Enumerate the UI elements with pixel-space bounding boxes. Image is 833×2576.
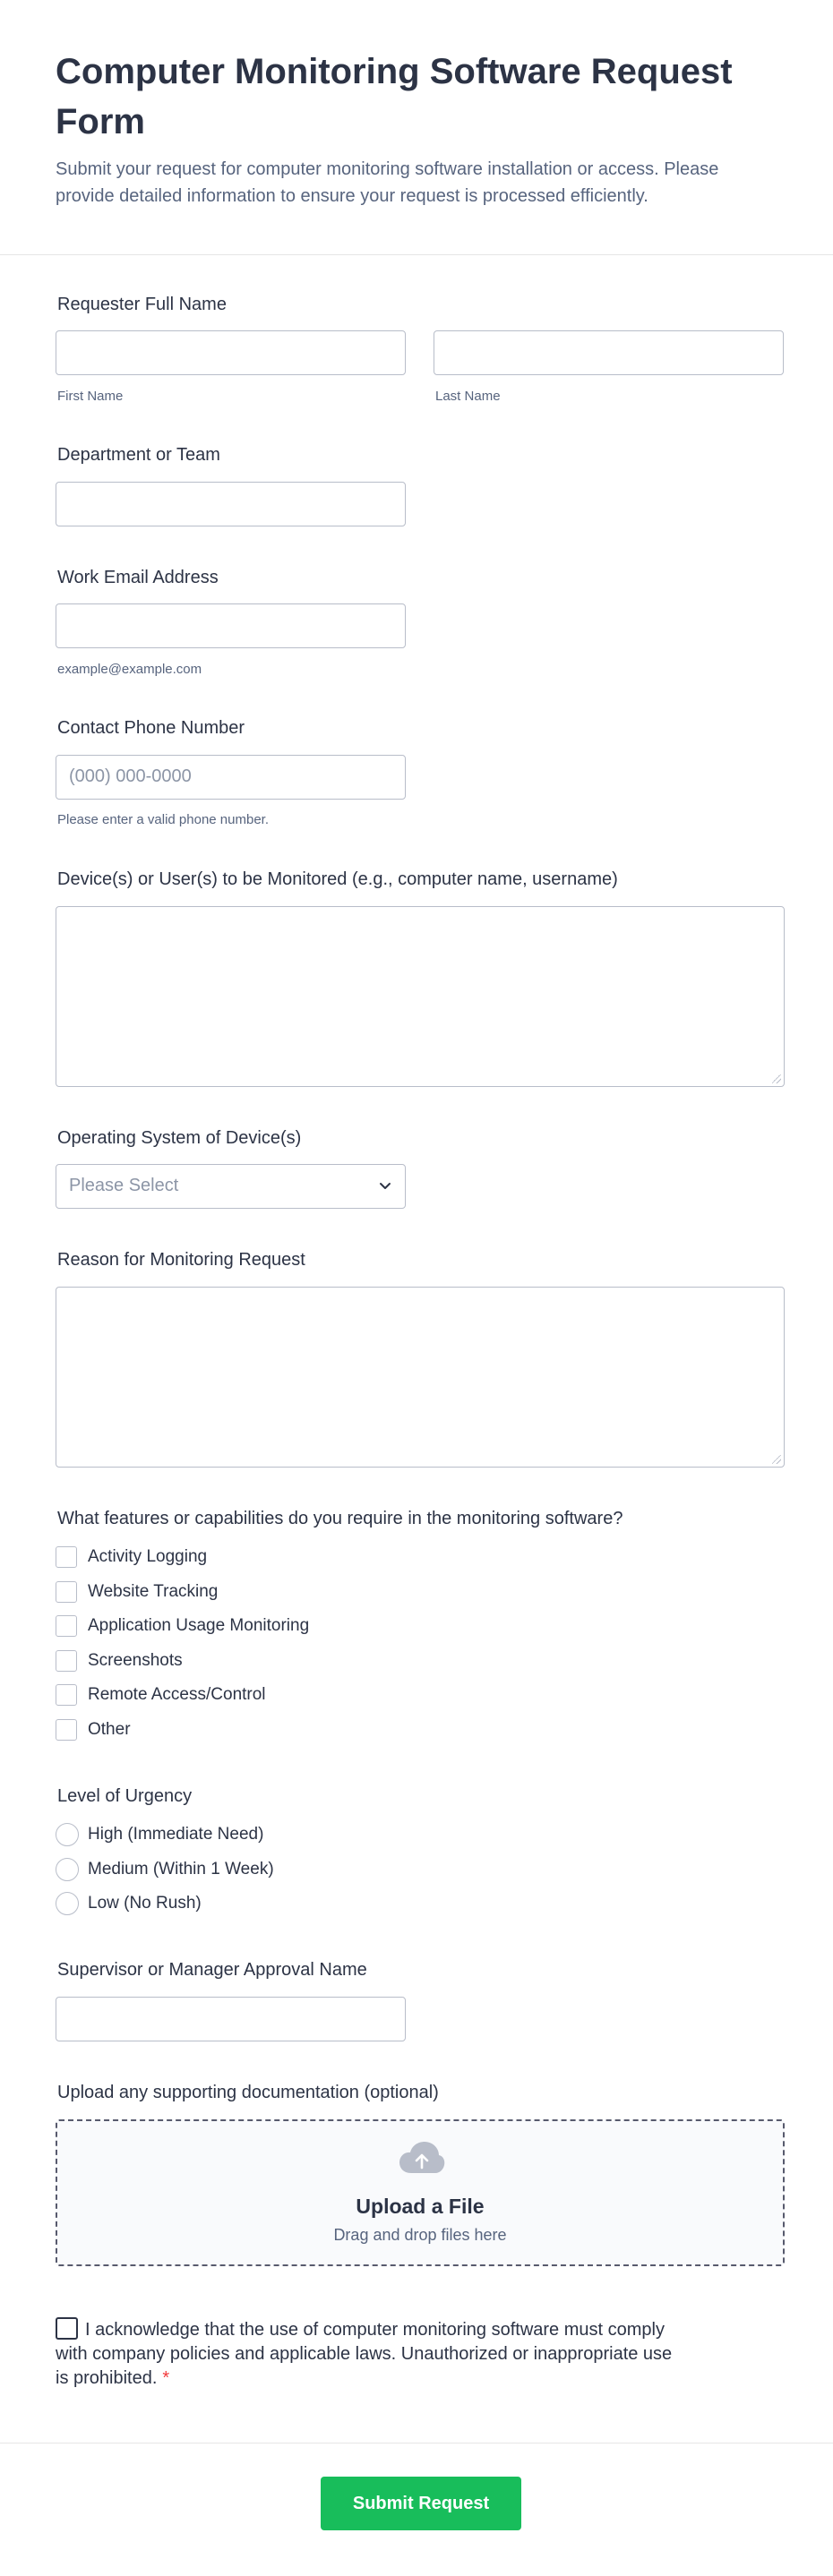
urgency-option-medium[interactable] (56, 1858, 274, 1881)
email-label: Work Email Address (57, 568, 219, 587)
file-upload-dropzone[interactable] (56, 2119, 785, 2266)
option-label: Low (No Rush) (88, 1894, 202, 1913)
resize-handle-icon[interactable] (772, 1455, 781, 1464)
option-label: Remote Access/Control (88, 1685, 266, 1704)
os-label: Operating System of Device(s) (57, 1128, 302, 1148)
email-input[interactable] (56, 603, 406, 648)
radio-button[interactable] (56, 1892, 79, 1915)
acknowledge-checkbox[interactable] (56, 2317, 78, 2340)
upload-subtitle: Drag and drop files here (333, 2226, 507, 2244)
checkbox[interactable] (56, 1581, 77, 1603)
approval-label: Supervisor or Manager Approval Name (57, 1960, 367, 1980)
feature-option-screenshots[interactable] (56, 1649, 183, 1673)
checkbox[interactable] (56, 1546, 77, 1568)
checkbox[interactable] (56, 1684, 77, 1706)
option-label: High (Immediate Need) (88, 1825, 264, 1844)
option-label: Activity Logging (88, 1547, 208, 1566)
feature-option-application-usage[interactable] (56, 1614, 309, 1638)
first-name-input[interactable] (56, 330, 406, 375)
urgency-label: Level of Urgency (57, 1786, 193, 1806)
phone-label: Contact Phone Number (57, 718, 245, 738)
phone-input[interactable] (56, 755, 406, 800)
devices-textarea[interactable] (56, 906, 785, 1087)
feature-option-website-tracking[interactable] (56, 1580, 218, 1604)
os-select[interactable] (56, 1164, 406, 1209)
page-subtitle: Submit your request for computer monitoring software installation or access. Please provide detailed information to ensure your request is processed efficiently. (56, 159, 719, 206)
devices-label: Device(s) or User(s) to be Monitored (e.g., computer name, username) (57, 869, 618, 889)
cloud-upload-icon (399, 2141, 445, 2177)
acknowledge-text: I acknowledge that the use of computer monitoring software must comply with company policies and applicable laws. Unauthorized or inappropriate use is prohibited. (56, 2320, 673, 2388)
radio-button[interactable] (56, 1858, 79, 1881)
first-name-sublabel: First Name (57, 389, 124, 404)
feature-option-activity-logging[interactable] (56, 1545, 207, 1569)
chevron-down-icon (376, 1177, 394, 1194)
urgency-option-low[interactable] (56, 1892, 202, 1915)
upload-label: Upload any supporting documentation (optional) (57, 2083, 439, 2102)
reason-textarea[interactable] (56, 1287, 785, 1468)
last-name-sublabel: Last Name (435, 389, 501, 404)
checkbox[interactable] (56, 1719, 77, 1741)
resize-handle-icon[interactable] (772, 1074, 781, 1083)
option-label: Medium (Within 1 Week) (88, 1860, 274, 1879)
radio-button[interactable] (56, 1823, 79, 1846)
feature-option-other[interactable] (56, 1718, 131, 1742)
os-placeholder: Please Select (69, 1176, 179, 1195)
page-title: Computer Monitoring Software Request Form (56, 52, 733, 141)
acknowledge-field (56, 2317, 674, 2391)
feature-option-remote-access[interactable] (56, 1683, 266, 1707)
required-asterisk: * (162, 2368, 170, 2388)
option-label: Other (88, 1720, 131, 1739)
urgency-option-high[interactable] (56, 1823, 263, 1846)
email-sublabel: example@example.com (57, 662, 202, 677)
full-name-label: Requester Full Name (57, 295, 227, 314)
features-label: What features or capabilities do you require in the monitoring software? (57, 1509, 623, 1528)
phone-sublabel: Please enter a valid phone number. (57, 812, 269, 827)
submit-button[interactable]: Submit Request (321, 2477, 521, 2530)
option-label: Application Usage Monitoring (88, 1616, 310, 1635)
reason-label: Reason for Monitoring Request (57, 1250, 305, 1270)
department-label: Department or Team (57, 445, 220, 465)
last-name-input[interactable] (434, 330, 784, 375)
form-header (0, 0, 833, 255)
phone-placeholder: (000) 000-0000 (69, 766, 192, 786)
option-label: Screenshots (88, 1651, 183, 1670)
department-input[interactable] (56, 482, 406, 526)
checkbox[interactable] (56, 1650, 77, 1672)
checkbox[interactable] (56, 1615, 77, 1637)
approval-input[interactable] (56, 1997, 406, 2041)
upload-title: Upload a File (356, 2195, 485, 2218)
option-label: Website Tracking (88, 1582, 219, 1601)
